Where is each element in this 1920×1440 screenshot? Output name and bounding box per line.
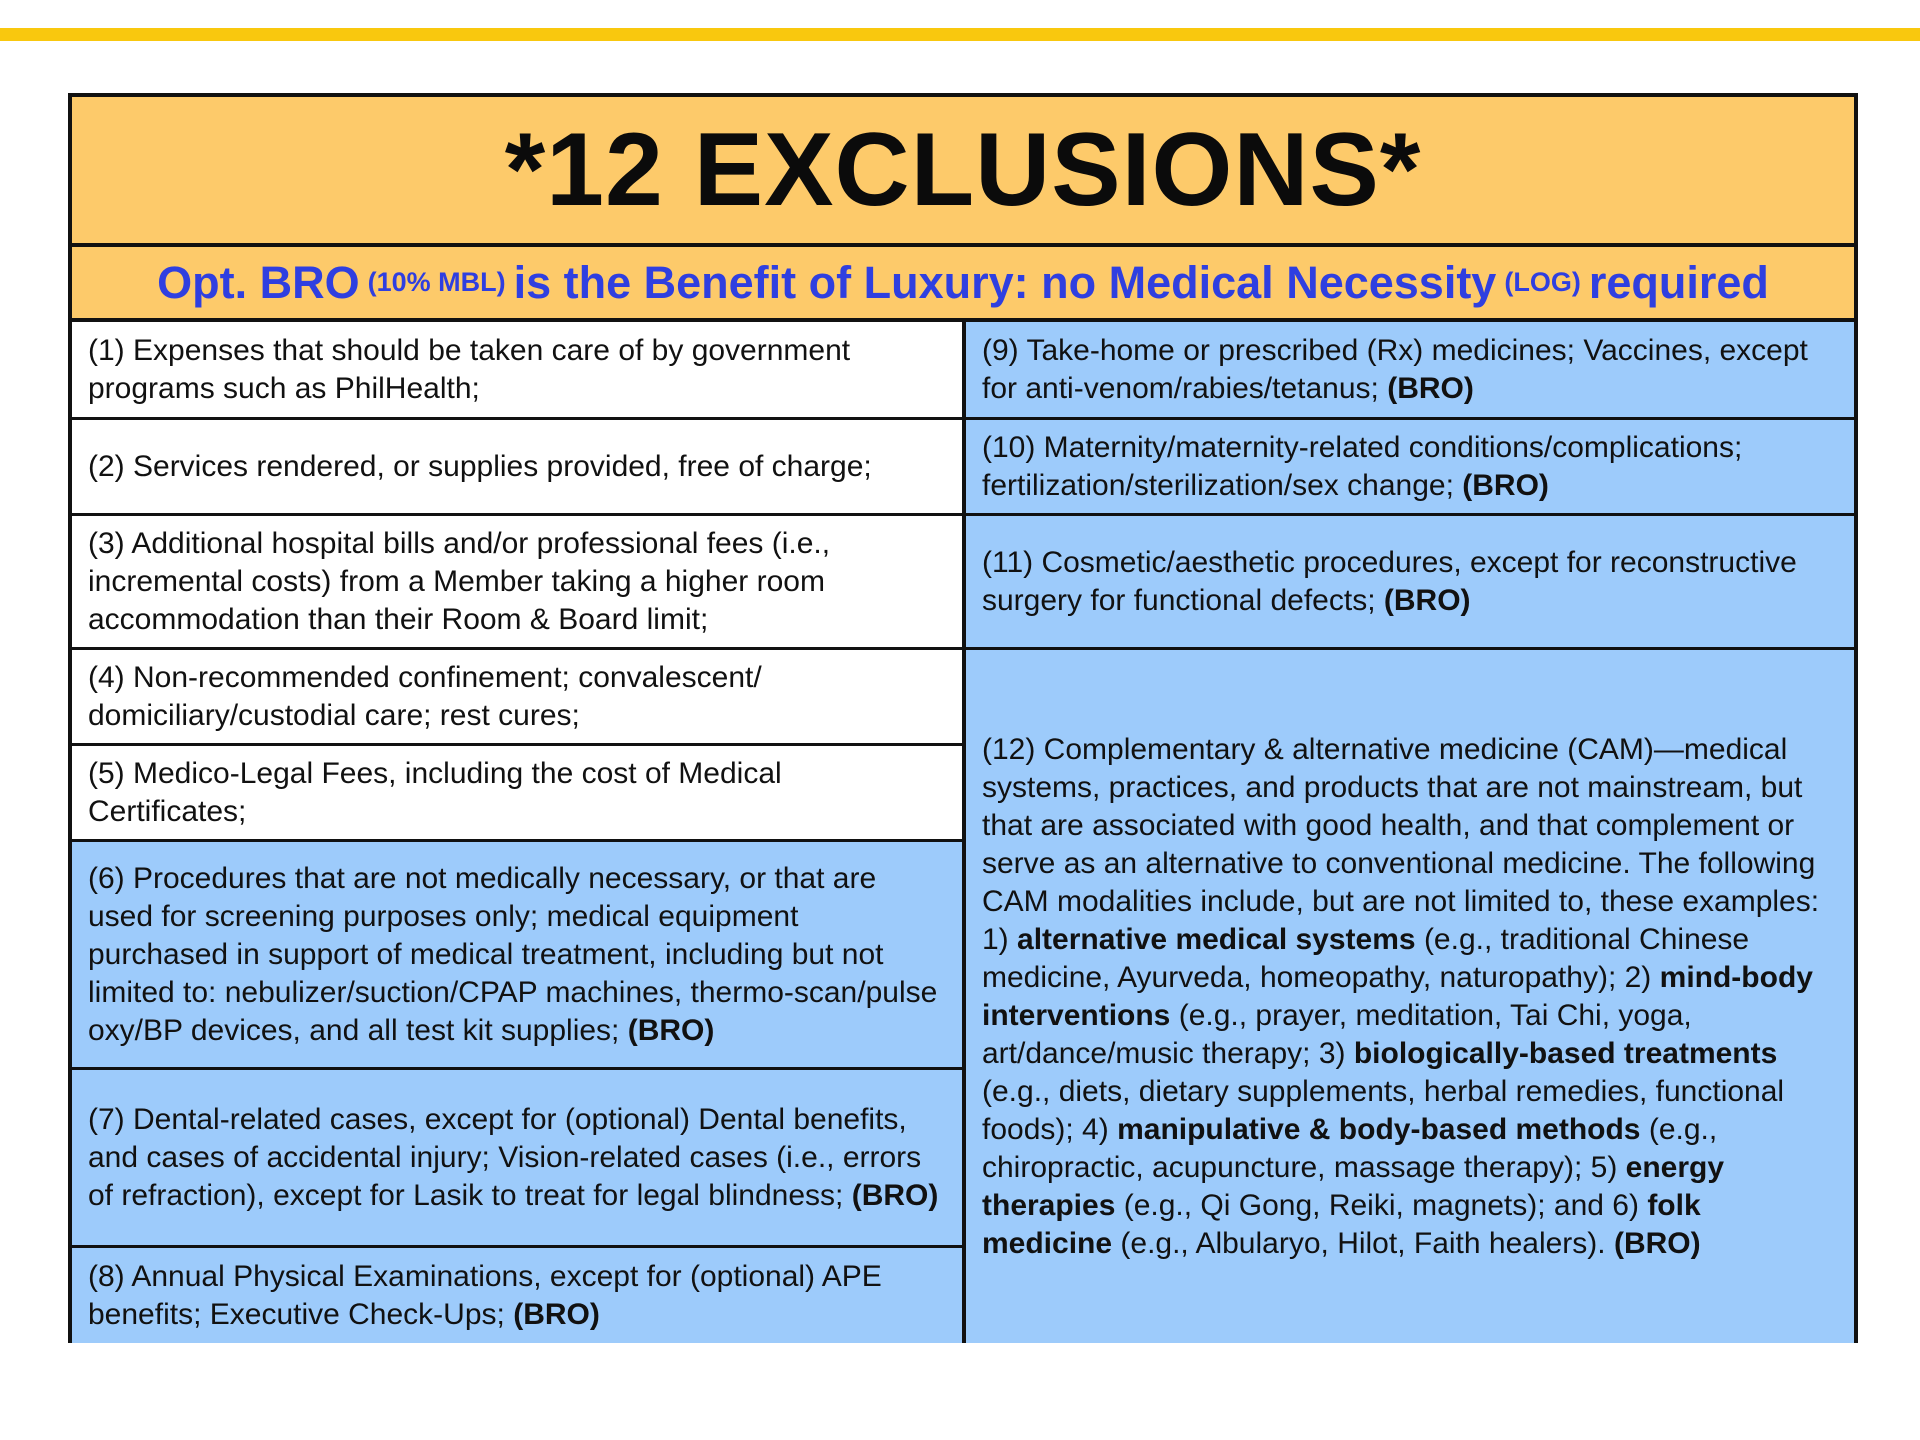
- exclusion-8: [72, 1248, 962, 1343]
- bro-tag: (BRO): [627, 1013, 715, 1047]
- cam-modality-1-examples: (e.g., traditional Chinese medicine, Ayurveda, homeopathy, naturopathy); 2): [982, 922, 1750, 994]
- subtitle-note-mbl: (10% MBL): [367, 267, 506, 297]
- exclusion-7: [72, 1070, 962, 1248]
- right-column: [966, 322, 1854, 1343]
- cam-modality-5: energy therapies: [982, 1150, 1725, 1222]
- cam-modality-6: folk medicine: [982, 1188, 1701, 1260]
- cam-modality-6-examples: (e.g., Albularyo, Hilot, Faith healers).: [1120, 1226, 1606, 1260]
- cam-modality-5-examples: (e.g., Qi Gong, Reiki, magnets); and 6): [1123, 1188, 1639, 1222]
- exclusion-12: [966, 650, 1854, 1343]
- exclusion-10-text: (10) Maternity/maternity-related conditions/complications; fertilization/sterilization/sex change;: [982, 430, 1743, 502]
- exclusion-7-text: (7) Dental-related cases, except for (optional) Dental benefits, and cases of accidental injury; Vision-related cases (i.e., errors of refraction), except for Lasik to treat for legal blindness;: [88, 1102, 922, 1212]
- exclusion-3: [72, 516, 962, 650]
- bro-tag: (BRO): [851, 1178, 939, 1212]
- exclusions-table: [68, 93, 1858, 1343]
- exclusion-11-text: (11) Cosmetic/aesthetic procedures, except for reconstructive surgery for functional defects;: [982, 545, 1797, 617]
- cam-modality-4-examples: (e.g., chiropractic, acupuncture, massage therapy); 5): [982, 1112, 1718, 1184]
- subtitle-part1: Opt. BRO: [157, 256, 360, 308]
- bro-tag: (BRO): [1462, 468, 1549, 502]
- cam-modality-1: alternative medical systems: [1017, 922, 1416, 956]
- exclusion-3-text: (3) Additional hospital bills and/or professional fees (i.e., incremental costs) from a Member taking a higher room accommodation than their Room & Board limit;: [88, 526, 831, 636]
- exclusion-8-text: (8) Annual Physical Examinations, except for (optional) APE benefits; Executive Check-Ups;: [88, 1259, 882, 1331]
- bro-tag: (BRO): [1387, 371, 1474, 405]
- subtitle-note-log: (LOG): [1504, 267, 1581, 297]
- exclusion-1: [72, 322, 962, 420]
- exclusion-2-text: (2) Services rendered, or supplies provided, free of charge;: [88, 449, 872, 483]
- exclusion-2: [72, 420, 962, 516]
- exclusion-12-intro: (12) Complementary & alternative medicine (CAM)—medical systems, practices, and products that are not mainstream, but that are associated with good health, and that complement or serve as an alternative to conventional medicine. The following CAM modalities include, but are not limited to, these examples: 1): [982, 732, 1820, 956]
- exclusion-9-text: (9) Take-home or prescribed (Rx) medicines; Vaccines, except for anti-venom/rabies/tetanus;: [982, 333, 1808, 405]
- exclusion-9: [966, 322, 1854, 420]
- exclusion-4-text: (4) Non-recommended confinement; convalescent/ domiciliary/custodial care; rest cures;: [88, 660, 762, 732]
- cam-modality-3: biologically-based treatments: [1353, 1036, 1778, 1070]
- accent-bar: [0, 28, 1920, 41]
- title-banner: [72, 97, 1854, 247]
- exclusion-5-text: (5) Medico-Legal Fees, including the cost of Medical Certificates;: [88, 756, 782, 828]
- cam-modality-3-examples: (e.g., diets, dietary supplements, herbal remedies, functional foods); 4): [982, 1074, 1785, 1146]
- subtitle-banner: [72, 247, 1854, 322]
- bro-tag: (BRO): [513, 1297, 600, 1331]
- exclusion-6-text: (6) Procedures that are not medically necessary, or that are used for screening purposes only; medical equipment purchased in support of medical treatment, including but not limited to: nebulizer/suction/CPAP machines, thermo-scan/pulse oxy/BP devices, and all test kit supplies;: [88, 861, 938, 1047]
- cam-modality-2-examples: (e.g., prayer, meditation, Tai Chi, yoga, art/dance/music therapy; 3): [982, 998, 1692, 1070]
- exclusion-10: [966, 420, 1854, 516]
- cam-modality-2: mind-body interventions: [982, 960, 1813, 1032]
- exclusion-4: [72, 650, 962, 746]
- exclusion-1-text: (1) Expenses that should be taken care of by government programs such as PhilHealth;: [88, 333, 851, 405]
- bro-tag: (BRO): [1613, 1226, 1701, 1260]
- subtitle-part3: required: [1588, 256, 1769, 308]
- left-column: [72, 322, 962, 1343]
- exclusion-5: [72, 746, 962, 842]
- bro-tag: (BRO): [1383, 583, 1471, 617]
- page-title: *12 EXCLUSIONS*: [504, 111, 1422, 228]
- cam-modality-4: manipulative & body-based methods: [1117, 1112, 1641, 1146]
- subtitle-part2: is the Benefit of Luxury: no Medical Necessity: [513, 256, 1497, 308]
- exclusion-6: [72, 842, 962, 1070]
- exclusion-11: [966, 516, 1854, 650]
